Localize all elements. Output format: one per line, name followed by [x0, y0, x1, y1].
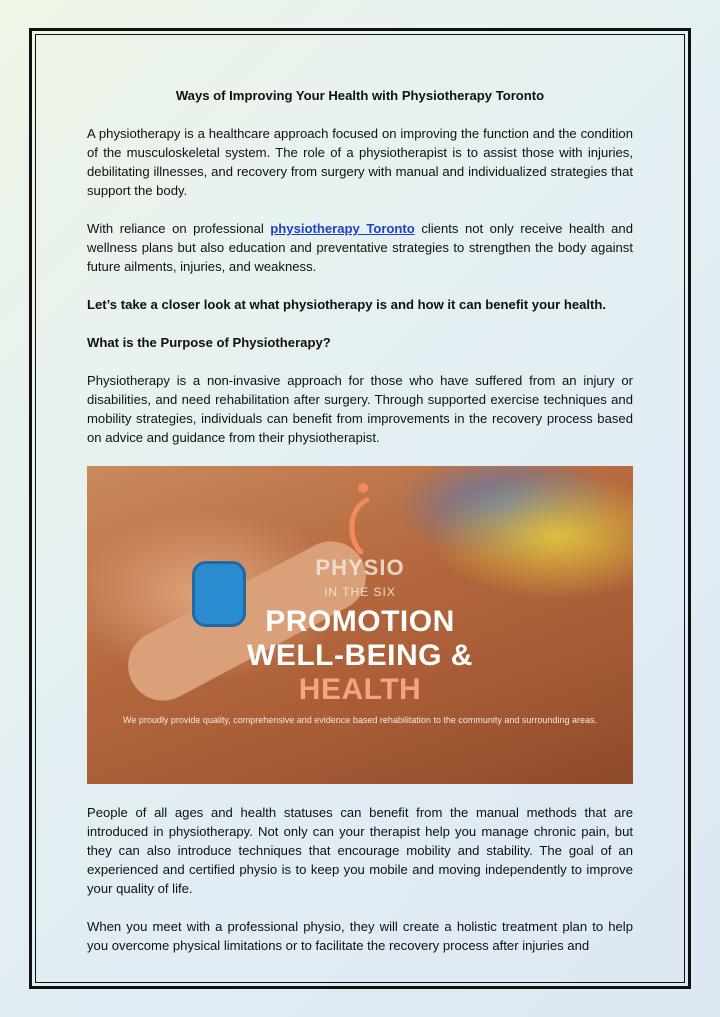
- headline-well-being: WELL-BEING &: [247, 639, 473, 672]
- paragraph-intro: A physiotherapy is a healthcare approach focused on improving the function and the condition of the musculoskeletal system. The role of a physiotherapist is to assist those with injuries, debilitating illnesses, and recovery from surgery with manual and individualized strategies that support the body.: [87, 126, 633, 198]
- paragraph-reliance-end: clients not only receive health and wellness plans but also education and preventative strategies to strengthen the body against future ailments, injuries, and weakness.: [87, 221, 633, 274]
- document-title: Ways of Improving Your Health with Physiotherapy Toronto: [175, 88, 545, 103]
- paragraph-treatment-plan: When you meet with a professional physio, they will create a holistic treatment plan to help you overcome physical limitations or to facilitate the recovery process after injuries and: [87, 919, 633, 953]
- paragraph-reliance-start: With reliance on professional: [87, 221, 271, 236]
- headline-promotion: PROMOTION: [265, 605, 455, 638]
- document-body: [87, 86, 633, 974]
- section-heading: What is the Purpose of Physiotherapy?: [87, 335, 331, 350]
- hero-image: [87, 466, 633, 784]
- paragraph-purpose: Physiotherapy is a non-invasive approach for those who have suffered from an injury or disabilities, and need rehabilitation after surgery. Through supported exercise techniques and mobility strategies, individuals can benefit from improvements in the recovery process based on advice and guidance from their physiotherapist.: [87, 373, 633, 445]
- paragraph-reliance: [87, 219, 633, 276]
- physio-logo-icon: [345, 478, 375, 558]
- hero-tagline: We proudly provide quality, comprehensive and evidence based rehabilitation to the community and surrounding areas.: [123, 715, 597, 725]
- logo-text-in-the-six: IN THE SIX: [324, 585, 396, 599]
- headline-health: HEALTH: [298, 673, 422, 706]
- logo-text-physio: PHYSIO: [315, 555, 405, 580]
- paragraph-all-ages: People of all ages and health statuses can benefit from the manual methods that are introduced in physiotherapy. Not only can your therapist help you manage chronic pain, but they can also introduce techniques that encourage mobility and stability. The goal of an experienced and certified physio is to keep you mobile and moving independently to improve your quality of life.: [87, 805, 633, 896]
- physiotherapy-toronto-link[interactable]: physiotherapy Toronto: [270, 221, 415, 236]
- closer-look-line: Let’s take a closer look at what physiotherapy is and how it can benefit your health.: [87, 297, 607, 312]
